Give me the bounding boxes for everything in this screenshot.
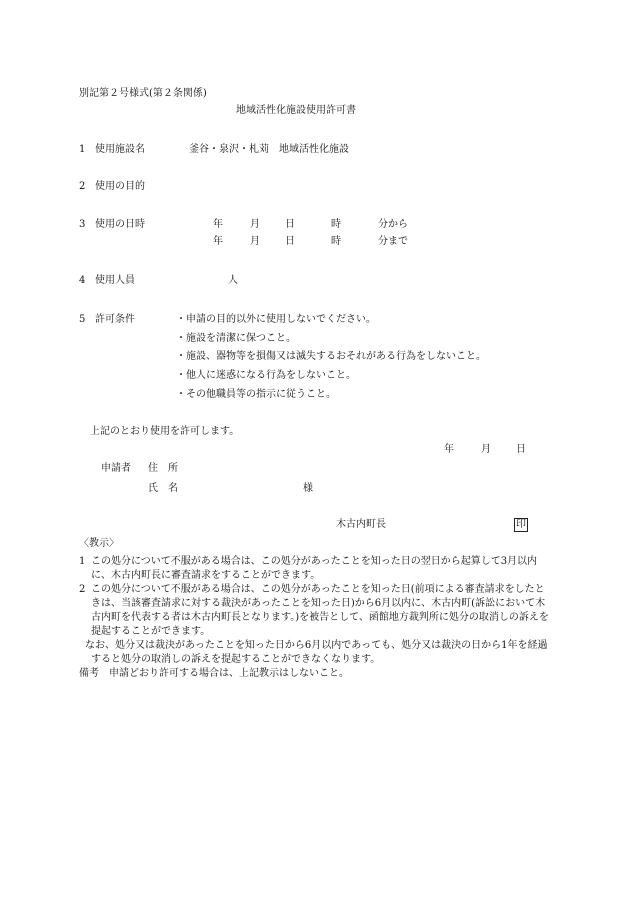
datetime-label: 使用の日時 xyxy=(95,219,145,230)
people-label: 使用人員 xyxy=(95,275,135,286)
condition-item: ・施設、器物等を損傷又は滅失するおそれがある行為をしないこと。 xyxy=(176,351,486,362)
item-number-1: 1 xyxy=(79,144,86,155)
notice-heading: 〈教示〉 xyxy=(79,538,119,549)
issuer-title: 木古内町長 xyxy=(336,519,386,530)
address-label: 住 所 xyxy=(148,463,178,474)
notice-item-2 xyxy=(79,583,553,639)
approval-date-year: 年 xyxy=(444,444,454,455)
end-month: 月 xyxy=(250,236,260,247)
people-unit: 人 xyxy=(228,275,238,286)
notice-item-2-number: 2 xyxy=(79,584,86,595)
purpose-label: 使用の目的 xyxy=(95,181,145,192)
name-label: 氏 名 xyxy=(148,483,178,494)
seal-mark: 印 xyxy=(516,519,526,530)
start-month: 月 xyxy=(250,219,260,230)
condition-item: ・申請の目的以外に使用しないでください。 xyxy=(176,314,376,325)
notice-body xyxy=(79,555,553,681)
notice-item-1-number: 1 xyxy=(79,556,86,567)
condition-item: ・その他職員等の指示に従うこと。 xyxy=(176,389,336,400)
notice-item-2-text: この処分について不服がある場合は、この処分があったことを知った日(前項による審査請求をしたときは、当該審査請求に対する裁決があったことを知った日)から6月以内に、木古内町(訴訟において木古内町を代表する者は木古内町長となります。)を被告として、函館地方裁判所に処分の取消しの訴えを提起することができます。 xyxy=(91,584,549,637)
end-day: 日 xyxy=(285,236,295,247)
notice-nao xyxy=(79,639,553,667)
notice-item-1-text: この処分について不服がある場合は、この処分があったことを知った日の翌日から起算して3月以内に、木古内町長に審査請求をすることができます。 xyxy=(91,556,538,581)
end-year: 年 xyxy=(213,236,223,247)
start-year: 年 xyxy=(213,219,223,230)
form-reference: 別記第２号様式(第２条関係) xyxy=(79,88,207,99)
item-number-5: 5 xyxy=(79,314,86,325)
start-minute-from: 分から xyxy=(378,219,408,230)
approval-statement: 上記のとおり使用を許可します。 xyxy=(90,426,240,437)
remark: 備考 申請どおり許可する場合は、上記教示はしないこと。 xyxy=(79,668,349,679)
document-title: 地域活性化施設使用許可書 xyxy=(236,105,356,116)
condition-item: ・他人に迷惑になる行為をしないこと。 xyxy=(176,370,356,381)
honorific: 様 xyxy=(303,483,313,494)
end-hour: 時 xyxy=(331,236,341,247)
approval-date-month: 月 xyxy=(481,444,491,455)
notice-nao-text: なお、処分又は裁決があったことを知った日から6月以内であっても、処分又は裁決の日から1年を経過すると処分の取消しの訴えを提起することができなくなります。 xyxy=(85,640,548,665)
condition-item: ・施設を清潔に保つこと。 xyxy=(176,333,296,344)
start-hour: 時 xyxy=(331,219,341,230)
applicant-label: 申請者 xyxy=(101,463,131,474)
conditions-label: 許可条件 xyxy=(95,314,135,325)
notice-item-1 xyxy=(79,555,553,583)
approval-date-day: 日 xyxy=(516,444,526,455)
end-minute-to: 分まで xyxy=(378,236,408,247)
facility-value: 釜谷・泉沢・札苅 地域活性化施設 xyxy=(189,144,349,155)
start-day: 日 xyxy=(285,219,295,230)
item-number-4: 4 xyxy=(79,275,86,286)
facility-label: 使用施設名 xyxy=(95,144,145,155)
item-number-3: 3 xyxy=(79,219,86,230)
item-number-2: 2 xyxy=(79,181,86,192)
